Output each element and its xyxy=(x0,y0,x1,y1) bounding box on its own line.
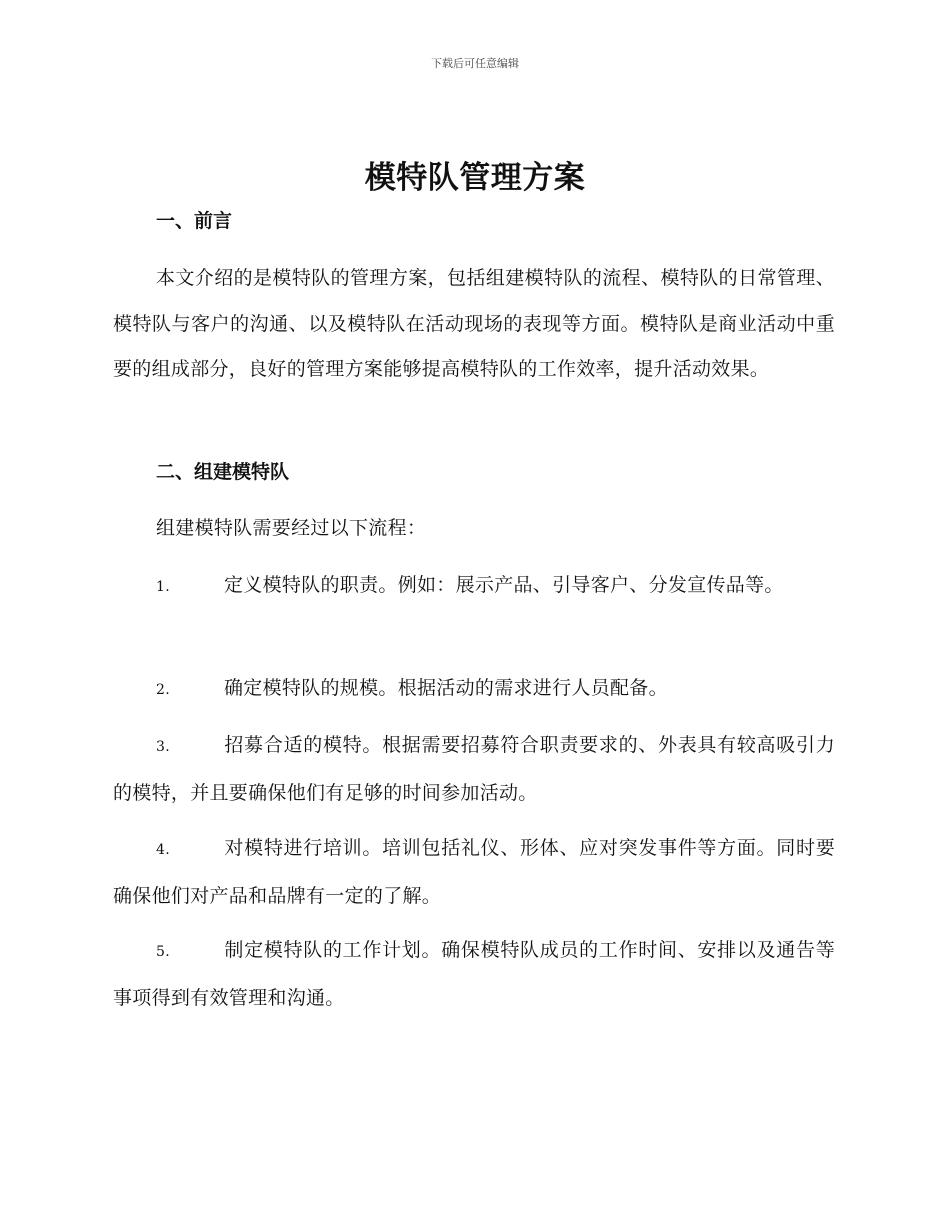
preface-paragraph: 本文介绍的是模特队的管理方案，包括组建模特队的流程、模特队的日常管理、模特队与客户的沟通、以及模特队在活动现场的表现等方面。模特队是商业活动中重要的组成部分，良好的管理方案能够提高模特队的工作效率，提升活动效果。 xyxy=(113,267,835,380)
list-item-number: 3. xyxy=(156,739,170,755)
header-note: 下载后可任意编辑 xyxy=(431,57,519,70)
list-item-text: 制定模特队的工作计划。确保模特队成员的工作时间、安排以及通告等事项得到有效管理和沟通。 xyxy=(113,939,835,1009)
list-item-number: 2. xyxy=(156,682,170,698)
list-item xyxy=(113,563,835,611)
list-item xyxy=(113,826,835,919)
list-item xyxy=(113,666,835,714)
build-intro: 组建模特队需要经过以下流程： xyxy=(156,517,427,539)
list-item-text: 对模特进行培训。培训包括礼仪、形体、应对突发事件等方面。同时要确保他们对产品和品牌有一定的了解。 xyxy=(113,837,835,907)
list-item-text: 确定模特队的规模。根据活动的需求进行人员配备。 xyxy=(224,677,668,699)
section-heading-build: 二、组建模特队 xyxy=(156,461,290,483)
list-item-number: 4. xyxy=(156,842,170,858)
document-title: 模特队管理方案 xyxy=(364,160,586,196)
list-item-text: 定义模特队的职责。例如：展示产品、引导客户、分发宣传品等。 xyxy=(224,574,784,596)
list-item xyxy=(113,928,835,1021)
list-item xyxy=(113,723,835,816)
section-heading-preface: 一、前言 xyxy=(156,210,233,232)
list-item-number: 1. xyxy=(156,579,170,595)
list-item-number: 5. xyxy=(156,944,170,960)
list-item-text: 招募合适的模特。根据需要招募符合职责要求的、外表具有较高吸引力的模特，并且要确保他们有足够的时间参加活动。 xyxy=(113,734,835,804)
